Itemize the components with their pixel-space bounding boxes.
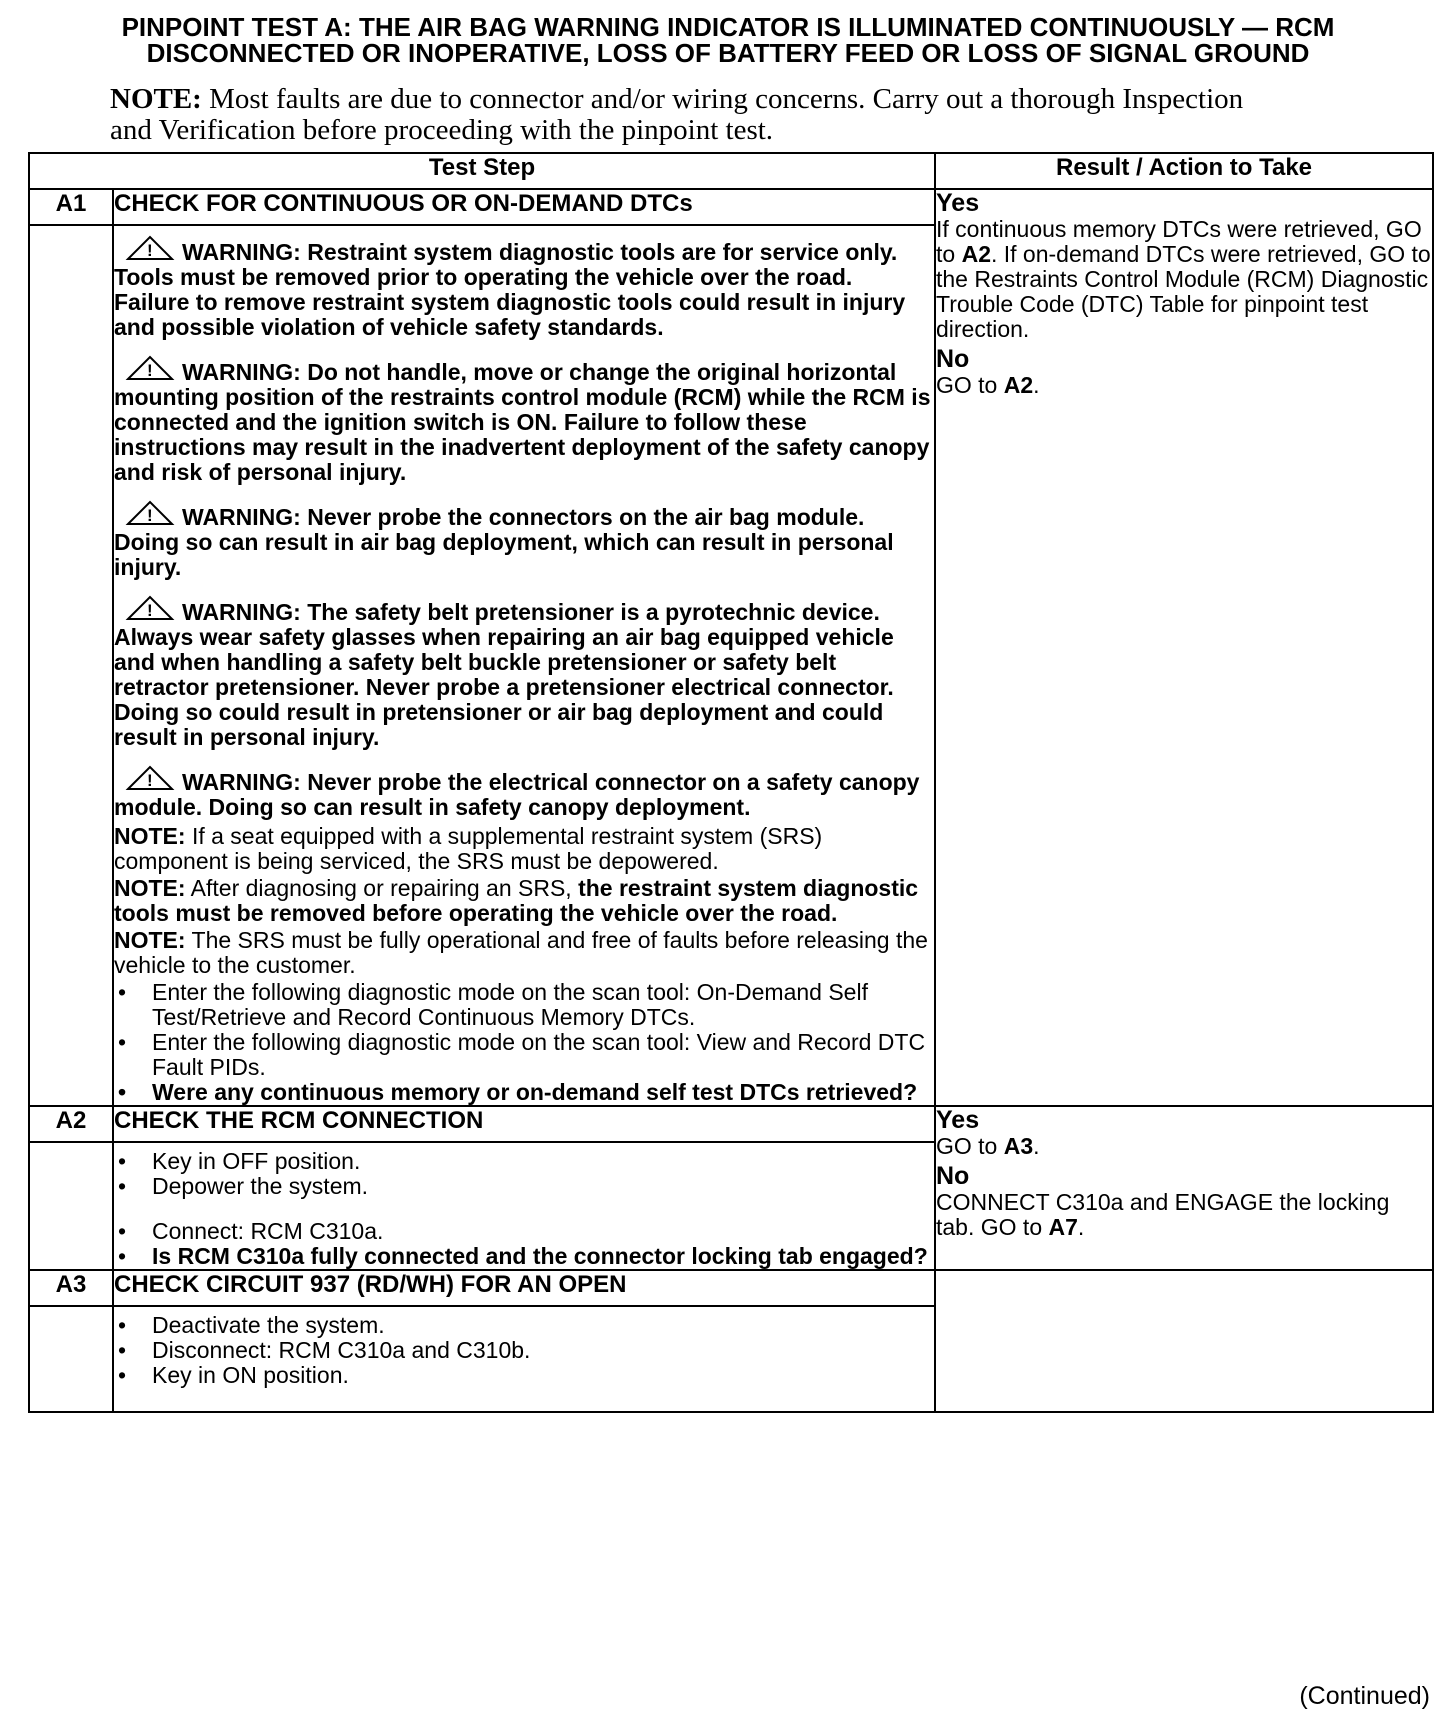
no-label: No xyxy=(936,345,970,373)
yes-action: If continuous memory DTCs were retrieved, GO to A2. If on-demand DTCs were retrieved, GO to the Restraints Control Module (RCM) Diagnostic Trouble Code (DTC) Table for pinpoint test direction. xyxy=(936,216,1431,342)
table-header-row xyxy=(29,153,1433,189)
svg-text:!: ! xyxy=(147,771,153,790)
step-id: A2 xyxy=(29,1106,113,1142)
step-id-blank xyxy=(29,1306,113,1412)
title-line-2: DISCONNECTED OR INOPERATIVE, LOSS OF BATTERY FEED OR LOSS OF SIGNAL GROUND xyxy=(146,38,1310,68)
list-item: • Enter the following diagnostic mode on the scan tool: On-Demand Self Test/Retrieve and Record Continuous Memory DTCs. xyxy=(118,979,868,1030)
intro-note-label: NOTE: xyxy=(110,83,202,115)
note-srs-service: NOTE: If a seat equipped with a supplemental restraint system (SRS) component is being serviced, the SRS must be depowered. xyxy=(114,823,823,874)
warning-text: WARNING: Never probe the connectors on the air bag module. Doing so can result in air bag deployment, which can result in personal injury. xyxy=(114,504,894,580)
list-item-question: • Were any continuous memory or on-demand self test DTCs retrieved? xyxy=(118,1079,918,1105)
intro-note-text: Most faults are due to connector and/or wiring concerns. Carry out a thorough Inspection and Verification before proceeding with the pinpoint test. xyxy=(110,83,1244,146)
warning-block xyxy=(114,594,934,750)
step-a1-body xyxy=(113,225,935,1106)
warning-text: WARNING: Never probe the electrical connector on a safety canopy module. Doing so can result in safety canopy deployment. xyxy=(114,769,920,820)
pinpoint-table xyxy=(28,152,1434,1413)
warning-triangle-icon xyxy=(124,499,176,527)
list-item-question: • Is RCM C310a fully connected and the connector locking tab engaged? xyxy=(118,1243,928,1269)
step-ref: A7 xyxy=(1048,1214,1078,1240)
yes-label: Yes xyxy=(936,189,980,217)
step-a1-result xyxy=(935,189,1433,1106)
step-a1-heading-row xyxy=(29,189,1433,225)
step-heading: CHECK THE RCM CONNECTION xyxy=(113,1106,935,1142)
warning-block xyxy=(114,354,934,485)
no-action: GO to A2. xyxy=(936,372,1040,398)
step-a2-body xyxy=(113,1142,935,1270)
list-item: • Key in OFF position. xyxy=(118,1148,361,1174)
no-action: CONNECT C310a and ENGAGE the locking tab. GO to A7. xyxy=(936,1189,1390,1240)
step-a3-result xyxy=(935,1270,1433,1412)
step-ref: A3 xyxy=(1003,1133,1034,1159)
step-ref: A2 xyxy=(1003,372,1034,398)
warning-text: WARNING: The safety belt pretensioner is a pyrotechnic device. Always wear safety glasses when repairing an air bag equipped vehicle and when handling a safety belt buckle pretensioner or safety belt retractor pretensioner. Never probe a pretensioner electrical connector. Doing so could result in pretensioner or air bag deployment and could result in personal injury. xyxy=(114,599,894,750)
svg-text:!: ! xyxy=(147,601,153,620)
step-id: A1 xyxy=(29,189,113,225)
warning-triangle-icon xyxy=(124,594,176,622)
step-id: A3 xyxy=(29,1270,113,1306)
warning-text: WARNING: Do not handle, move or change the original horizontal mounting position of the restraints control module (RCM) while the RCM is connected and the ignition switch is ON. Failure to follow these instructions may result in the inadvertent deployment of the safety canopy and risk of personal injury. xyxy=(114,359,931,485)
step-a3-body xyxy=(113,1306,935,1412)
step-heading: CHECK FOR CONTINUOUS OR ON-DEMAND DTCs xyxy=(113,189,935,225)
list-item: • Depower the system. xyxy=(118,1173,369,1199)
yes-label: Yes xyxy=(936,1106,980,1134)
note-remove-tools: NOTE: After diagnosing or repairing an SRS, the restraint system diagnostic tools must be removed before operating the vehicle over the road. xyxy=(114,875,919,926)
list-item: • Key in ON position. xyxy=(118,1362,349,1388)
step-a2-result xyxy=(935,1106,1433,1270)
warning-block xyxy=(114,764,934,820)
svg-text:!: ! xyxy=(147,506,153,525)
no-label: No xyxy=(936,1162,970,1190)
svg-text:!: ! xyxy=(147,361,153,380)
step-a2-heading-row xyxy=(29,1106,1433,1142)
list-item: • Connect: RCM C310a. xyxy=(118,1218,384,1244)
warning-block xyxy=(114,234,934,340)
warning-triangle-icon xyxy=(124,354,176,382)
step-ref: A2 xyxy=(961,241,991,267)
yes-action: GO to A3. xyxy=(936,1133,1040,1159)
intro-note xyxy=(110,84,1290,146)
page-title xyxy=(30,14,1426,66)
list-item: • Deactivate the system. xyxy=(118,1312,385,1338)
step-id-blank xyxy=(29,225,113,1106)
warning-text: WARNING: Restraint system diagnostic tools are for service only. Tools must be removed prior to operating the vehicle over the road. Failure to remove restraint system diagnostic tools could result in injury and possible violation of vehicle safety standards. xyxy=(114,239,906,340)
list-item: • Disconnect: RCM C310a and C310b. xyxy=(118,1337,531,1363)
step-list xyxy=(114,1149,934,1269)
svg-text:!: ! xyxy=(147,241,153,260)
step-id-blank xyxy=(29,1142,113,1270)
note-srs-operational: NOTE: The SRS must be fully operational and free of faults before releasing the vehicle to the customer. xyxy=(114,927,928,978)
list-item: • Enter the following diagnostic mode on the scan tool: View and Record DTC Fault PIDs. xyxy=(118,1029,926,1080)
step-a3-heading-row xyxy=(29,1270,1433,1306)
step-list xyxy=(114,1313,934,1388)
header-test-step: Test Step xyxy=(29,153,935,189)
step-heading: CHECK CIRCUIT 937 (RD/WH) FOR AN OPEN xyxy=(113,1270,935,1306)
continued-label: (Continued) xyxy=(1299,1682,1430,1710)
step-list xyxy=(114,980,934,1105)
warning-block xyxy=(114,499,934,580)
header-result-action: Result / Action to Take xyxy=(935,153,1433,189)
warning-triangle-icon xyxy=(124,764,176,792)
warning-triangle-icon xyxy=(124,234,176,262)
title-line-1: PINPOINT TEST A: THE AIR BAG WARNING INDICATOR IS ILLUMINATED CONTINUOUSLY — RCM xyxy=(121,12,1335,42)
